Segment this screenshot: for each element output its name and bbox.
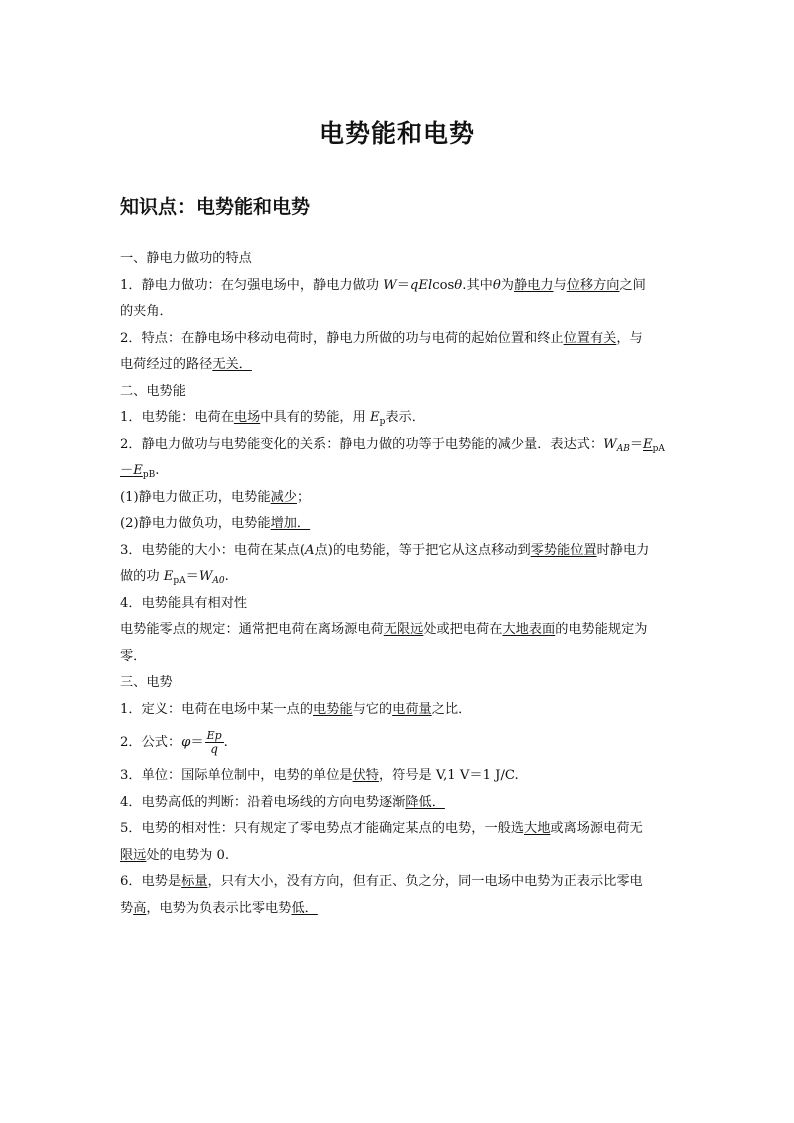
paragraph-2-3-cont: 做的功 $E_{pA}=W_{A0}$. [120, 569, 229, 586]
paragraph-1-1: 1．静电力做功：在匀强电场中，静电力做功 W＝qElcosθ.其中θ为静电力与位移方向之间 [120, 277, 646, 293]
paragraph-2-2: 2．静电力做功与电势能变化的关系：静电力做的功等于电势能的减少量．表达式：$W_{AB}=E_{pA}$ [120, 436, 665, 454]
paragraph-2-2-a: (1)静电力做正功，电势能减少； [120, 489, 311, 505]
page-title: 电势能和电势 [318, 119, 475, 148]
paragraph-3-6: 6．电势是标量，只有大小，没有方向，但有正、负之分，同一电场中电势为正表示比零电 [120, 874, 643, 889]
paragraph-2-4-b-cont: 零． [120, 648, 147, 664]
heading-potential: 三、电势 [120, 675, 173, 690]
paragraph-3-6-cont: 势高，电势为负表示比零电势低． [120, 900, 318, 916]
paragraph-2-4: 4．电势能具有相对性 [120, 595, 248, 611]
paragraph-3-5: 5．电势的相对性：只有规定了零电势点才能确定某点的电势，一般选大地或离场源电荷无 [120, 821, 643, 836]
paragraph-1-2-cont: 电荷经过的路径无关． [120, 357, 252, 372]
paragraph-2-3: 3．电势能的大小：电荷在某点(A点)的电势能，等于把它从这点移动到零势能位置时静电力 [120, 542, 650, 558]
heading-work-characteristics: 一、静电力做功的特点 [120, 251, 252, 266]
paragraph-2-2-cont: $-E_{pB}$. [120, 463, 160, 480]
paragraph-2-1: 1．电势能：电荷在电场中具有的势能，用 $E_p$表示． [120, 410, 425, 427]
section-heading: 知识点：电势能和电势 [120, 196, 311, 218]
paragraph-3-5-cont: 限远处的电势为 0. [120, 847, 230, 863]
paragraph-2-2-b: (2)静电力做负功，电势能增加． [120, 516, 311, 531]
paragraph-3-1: 1．定义：电荷在电场中某一点的电势能与它的电荷量之比． [120, 701, 472, 717]
paragraph-3-4: 4．电势高低的判断：沿着电场线的方向电势逐渐降低． [120, 794, 445, 810]
document-body [120, 246, 680, 922]
paragraph-3-2: 2．公式：φ＝ $\frac{Ep}{q}$ . [120, 729, 228, 756]
fraction: $\frac{Ep}{q}$ [206, 729, 222, 756]
paragraph-2-4-b: 电势能零点的规定：通常把电荷在离场源电荷无限远处或把电荷在大地表面的电势能规定为 [120, 622, 648, 637]
paragraph-3-3: 3．单位：国际单位制中，电势的单位是伏特，符号是 V,1 V＝1 J/C. [120, 768, 519, 783]
paragraph-1-1-cont: 的夹角． [120, 304, 173, 319]
paragraph-1-2: 2．特点：在静电场中移动电荷时，静电力所做的功与电荷的起始位置和终止位置有关，与 [120, 330, 643, 346]
heading-potential-energy: 二、电势能 [120, 383, 186, 399]
